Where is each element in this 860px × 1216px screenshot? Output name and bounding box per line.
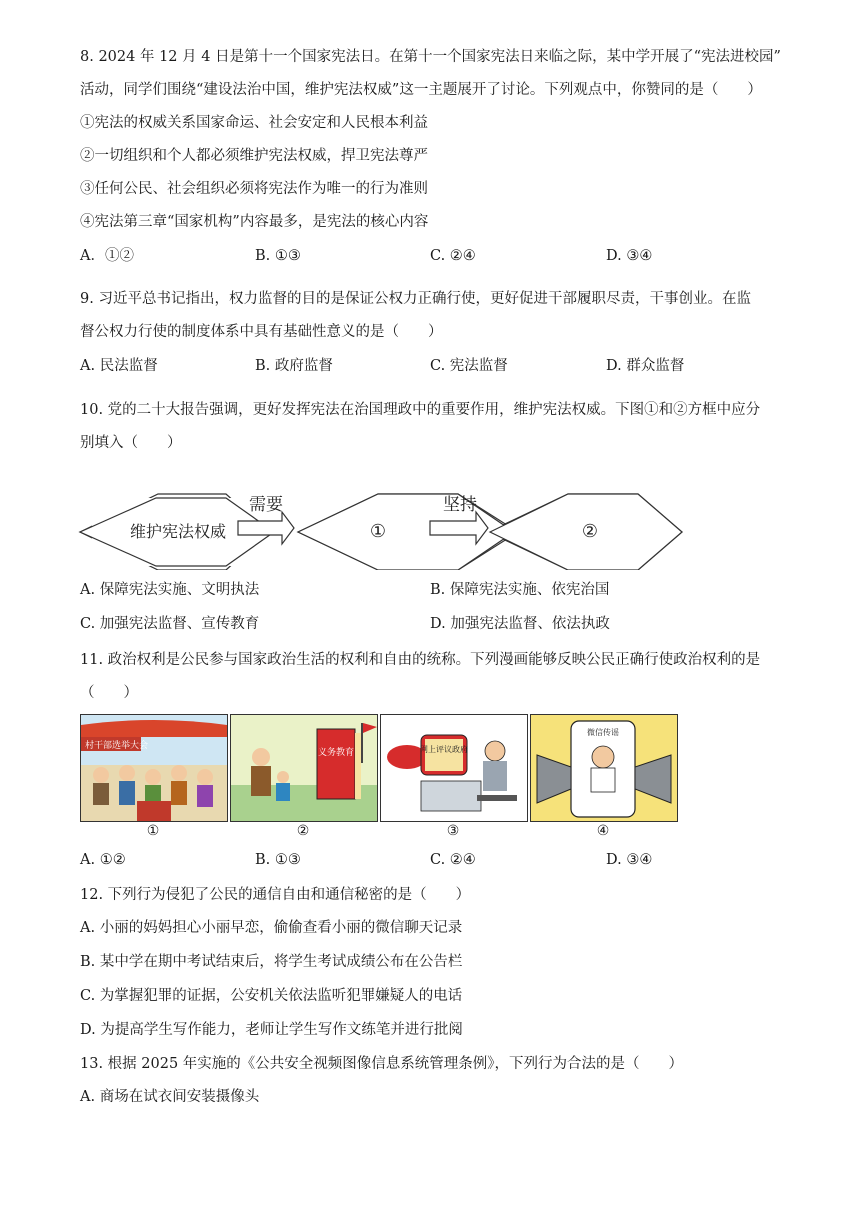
q12-option-a[interactable]: A. 小丽的妈妈担心小丽早恋，偷偷查看小丽的微信聊天记录: [80, 920, 463, 936]
cartoon4-phone-title: 微信传谣: [587, 728, 619, 737]
cartoon-number-4: ④: [596, 823, 610, 839]
q10-flow-diagram: [78, 488, 684, 570]
q10-option-b[interactable]: B. 保障宪法实施、依宪治国: [430, 582, 610, 598]
q8-statement-2: ②一切组织和个人都必须维护宪法权威，捍卫宪法尊严: [80, 148, 428, 164]
q10-option-c[interactable]: C. 加强宪法监督、宣传教育: [80, 616, 260, 632]
q12-option-c[interactable]: C. 为掌握犯罪的证据，公安机关依法监听犯罪嫌疑人的电话: [80, 988, 463, 1004]
cartoon2-book-title: 义务教育: [317, 748, 355, 758]
cartoon-panel-education: [230, 714, 378, 822]
q9-option-c[interactable]: C. 宪法监督: [430, 358, 508, 374]
cartoon-panel-online-evaluation: [380, 714, 528, 822]
q11-cartoon-strip: [80, 714, 676, 840]
q10-stem-line1: 10. 党的二十大报告强调，更好发挥宪法在治国理政中的重要作用，维护宪法权威。下图①和②方框中应分: [80, 402, 761, 418]
cartoon-number-2: ②: [296, 823, 310, 839]
q12-option-d[interactable]: D. 为提高学生写作能力，老师让学生写作文练笔并进行批阅: [80, 1022, 463, 1038]
q12-stem: 12. 下列行为侵犯了公民的通信自由和通信秘密的是（ ）: [80, 887, 471, 903]
diagram-box2-text: ①: [369, 521, 387, 542]
q9-stem-line2: 督公权力行使的制度体系中具有基础性意义的是（ ）: [80, 324, 443, 340]
q11-option-a[interactable]: A. ①②: [80, 852, 126, 868]
q9-option-a[interactable]: A. 民法监督: [80, 358, 158, 374]
cartoon-number-3: ③: [446, 823, 460, 839]
q8-option-a[interactable]: A．①②: [80, 248, 134, 264]
q10-option-d[interactable]: D. 加强宪法监督、依法执政: [430, 616, 610, 632]
q13-stem: 13. 根据 2025 年实施的《公共安全视频图像信息系统管理条例》，下列行为合法的是（ ）: [80, 1056, 684, 1072]
q9-option-b[interactable]: B. 政府监督: [255, 358, 333, 374]
diagram-box3-text: ②: [581, 521, 599, 542]
diagram-arrow2-label: 坚持: [443, 495, 477, 515]
q13-option-a[interactable]: A. 商场在试衣间安装摄像头: [80, 1089, 260, 1105]
q8-option-d[interactable]: D. ③④: [606, 248, 653, 264]
q12-option-b[interactable]: B. 某中学在期中考试结束后，将学生考试成绩公布在公告栏: [80, 954, 463, 970]
q11-stem-line2: （ ）: [80, 685, 138, 701]
q8-statement-4: ④宪法第三章“国家机构”内容最多，是宪法的核心内容: [80, 214, 429, 230]
q9-option-d[interactable]: D. 群众监督: [606, 358, 685, 374]
cartoon3-screen-text: 网上评议政府: [420, 745, 468, 754]
diagram-arrow1-label: 需要: [249, 495, 283, 515]
q8-option-b[interactable]: B. ①③: [255, 248, 301, 264]
cartoon-panel-wechat-rumor: [530, 714, 678, 822]
diagram-box1-text: 维护宪法权威: [129, 522, 227, 541]
q8-statement-1: ①宪法的权威关系国家命运、社会安定和人民根本利益: [80, 115, 428, 131]
q8-option-c[interactable]: C. ②④: [430, 248, 476, 264]
cartoon-number-1: ①: [146, 823, 160, 839]
q11-option-b[interactable]: B. ①③: [255, 852, 301, 868]
q8-stem-line1: 8. 2024 年 12 月 4 日是第十一个国家宪法日。在第十一个国家宪法日来临之际，某中学开展了“宪法进校园”: [80, 49, 781, 65]
cartoon-panel-election: [80, 714, 228, 822]
cartoon1-banner-text: 村干部选举大会: [85, 741, 149, 751]
q8-statement-3: ③任何公民、社会组织必须将宪法作为唯一的行为准则: [80, 181, 428, 197]
q8-stem-line2: 活动，同学们围绕“建设法治中国，维护宪法权威”这一主题展开了讨论。下列观点中，你赞同的是（ ）: [80, 82, 762, 98]
q11-option-c[interactable]: C. ②④: [430, 852, 476, 868]
q9-stem-line1: 9. 习近平总书记指出，权力监督的目的是保证公权力正确行使，更好促进干部履职尽责，干事创业。在监: [80, 291, 751, 307]
q11-option-d[interactable]: D. ③④: [606, 852, 653, 868]
q10-stem-line2: 别填入（ ）: [80, 435, 182, 451]
q10-option-a[interactable]: A. 保障宪法实施、文明执法: [80, 582, 260, 598]
q11-stem-line1: 11. 政治权利是公民参与国家政治生活的权利和自由的统称。下列漫画能够反映公民正确行使政治权利的是: [80, 652, 761, 668]
